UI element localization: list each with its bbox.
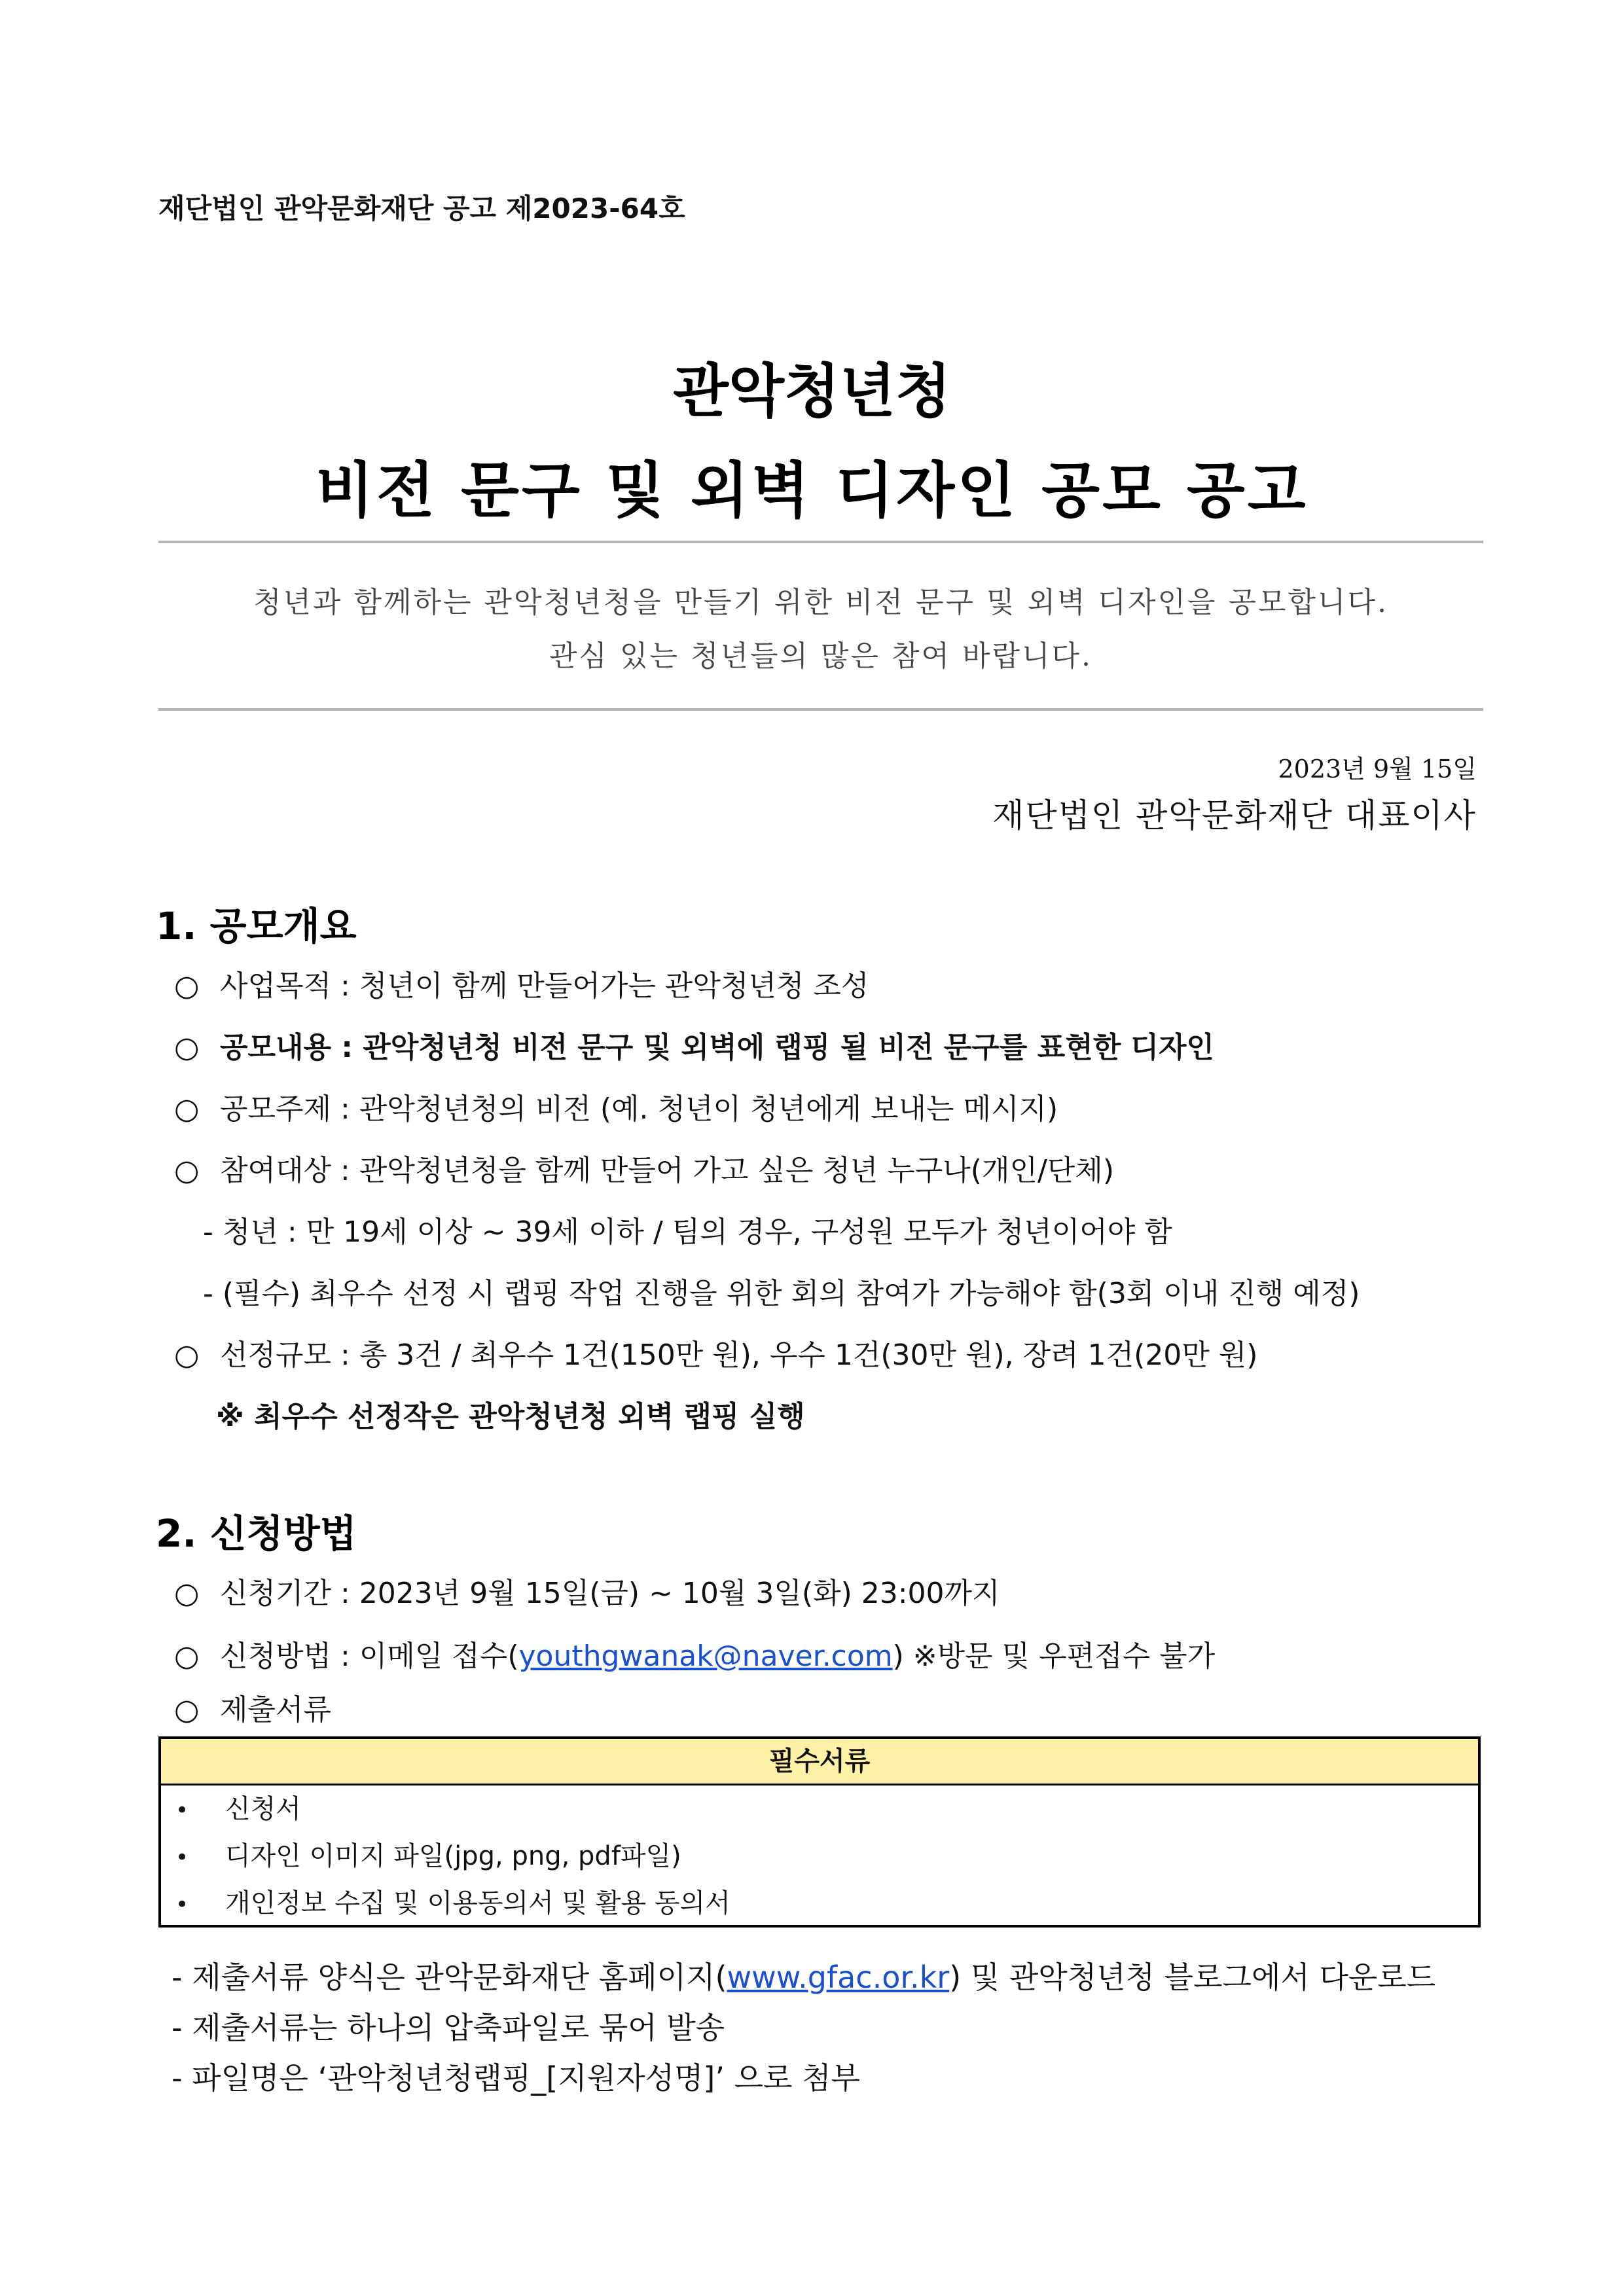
- top-divider: [158, 541, 1483, 543]
- circle-bullet: ○: [174, 1640, 200, 1673]
- docs-note-filename: - 파일명은 ‘관악청년청랩핑_[지원자성명]’ 으로 첨부: [171, 2060, 860, 2096]
- circle-bullet: ○: [174, 1092, 200, 1126]
- dot-bullet: •: [175, 1892, 189, 1918]
- page-title-line1: 관악청년청: [672, 357, 952, 425]
- overview-item-eligibility: ○ 참여대상 : 관악청년청을 함께 만들어 가고 싶은 청년 누구나(개인/단체): [174, 1154, 1114, 1187]
- section-heading-overview: 1. 공모개요: [156, 904, 357, 948]
- section-heading-application: 2. 신청방법: [156, 1511, 357, 1556]
- required-docs-table: [158, 1736, 1481, 1928]
- overview-item-theme: ○ 공모주제 : 관악청년청의 비전 (예. 청년이 청년에게 보내는 메시지): [174, 1092, 1058, 1126]
- circle-bullet: ○: [174, 1577, 200, 1610]
- overview-item-content: ○ 공모내용 : 관악청년청 비전 문구 및 외벽에 랩핑 될 비전 문구를 표현한 디자인: [174, 1031, 1215, 1064]
- email-link[interactable]: youthgwanak@naver.com: [518, 1640, 893, 1673]
- circle-bullet: ○: [174, 969, 200, 1003]
- page-title-line2: 비전 문구 및 외벽 디자인 공모 공고: [316, 456, 1308, 526]
- dot-bullet: •: [175, 1797, 189, 1823]
- application-period: ○ 신청기간 : 2023년 9월 15일(금) ~ 10월 3일(화) 23:00까지: [174, 1577, 1000, 1610]
- application-docs-label: ○ 제출서류: [174, 1693, 332, 1727]
- website-link[interactable]: www.gfac.or.kr: [727, 1960, 950, 1995]
- doc-row-design-file: • 디자인 이미지 파일(jpg, png, pdf파일): [161, 1833, 1478, 1880]
- overview-note: ※ 최우수 선정작은 관악청년청 외벽 랩핑 실행: [216, 1400, 805, 1433]
- overview-item-scale: ○ 선정규모 : 총 3건 / 최우수 1건(150만 원), 우수 1건(30만 원), 장려 1건(20만 원): [174, 1338, 1258, 1372]
- docs-note-zip: - 제출서류는 하나의 압축파일로 묶어 발송: [171, 2010, 725, 2045]
- overview-item-purpose: ○ 사업목적 : 청년이 함께 만들어가는 관악청년청 조성: [174, 969, 869, 1003]
- eligibility-sub-age: - 청년 : 만 19세 이상 ~ 39세 이하 / 팀의 경우, 구성원 모두가 청년이어야 함: [203, 1215, 1172, 1249]
- circle-bullet: ○: [174, 1693, 200, 1727]
- notice-number: 재단법인 관악문화재단 공고 제2023-64호: [158, 192, 685, 224]
- doc-row-application: • 신청서: [161, 1785, 1478, 1833]
- eligibility-sub-required: - (필수) 최우수 선정 시 랩핑 작업 진행을 위한 회의 참여가 가능해야 함(3회 이내 진행 예정): [203, 1277, 1360, 1310]
- announcement-date: 2023년 9월 15일: [1278, 755, 1477, 783]
- circle-bullet: ○: [174, 1338, 200, 1372]
- doc-row-consent: • 개인정보 수집 및 이용동의서 및 활용 동의서: [161, 1880, 1478, 1927]
- bottom-divider: [158, 708, 1483, 711]
- required-docs-header: 필수서류: [161, 1739, 1478, 1785]
- application-method: ○ 신청방법 : 이메일 접수(youthgwanak@naver.com) ※방문 및 우편접수 불가: [174, 1640, 1216, 1673]
- docs-note-download: - 제출서류 양식은 관악문화재단 홈페이지(www.gfac.or.kr) 및 관악청년청 블로그에서 다운로드: [171, 1960, 1436, 1995]
- circle-bullet: ○: [174, 1154, 200, 1187]
- dot-bullet: •: [175, 1844, 189, 1871]
- intro-line1: 청년과 함께하는 관악청년청을 만들기 위한 비전 문구 및 외벽 디자인을 공모합니다.: [253, 586, 1388, 619]
- intro-line2: 관심 있는 청년들의 많은 참여 바랍니다.: [549, 639, 1092, 673]
- signer: 재단법인 관악문화재단 대표이사: [992, 797, 1477, 834]
- circle-bullet: ○: [174, 1031, 200, 1064]
